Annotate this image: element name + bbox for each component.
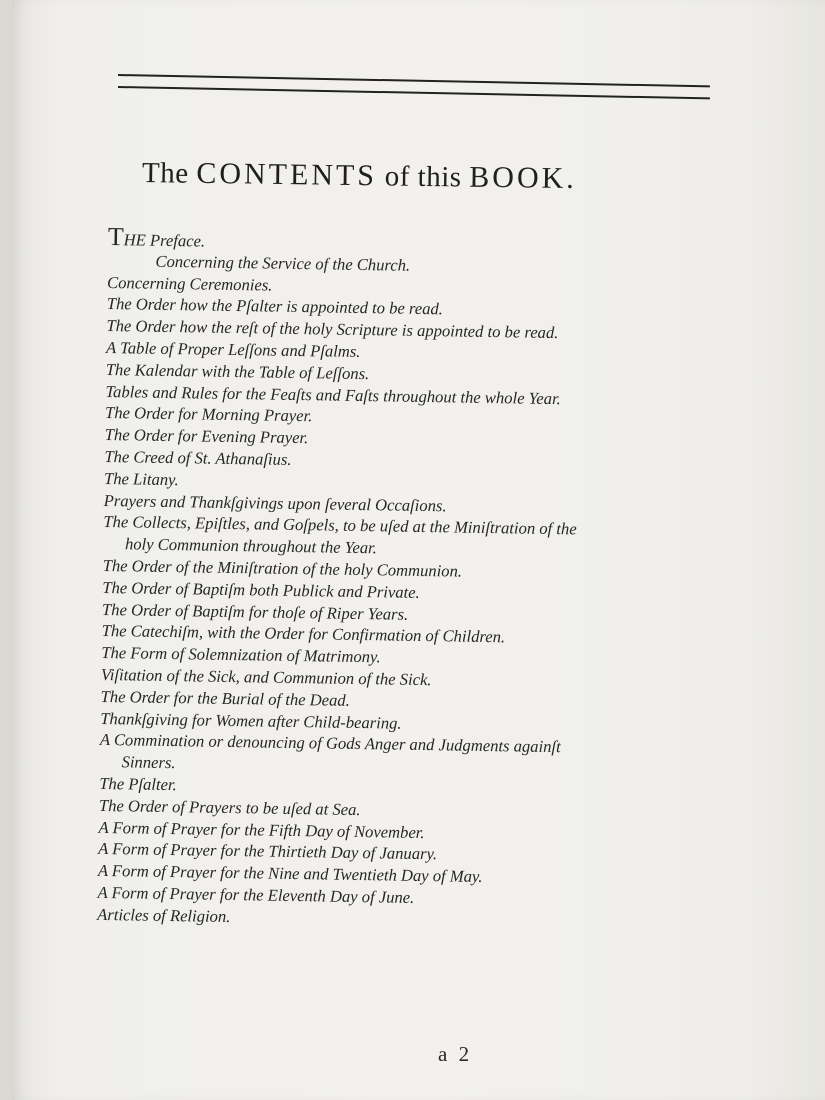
book-page (12, 0, 825, 1100)
list-item: The Order of Prayers to be uſed at Sea. (98, 795, 361, 819)
signature-mark: a 2 (438, 1042, 473, 1066)
list-item: The Order for Morning Prayer. (104, 403, 313, 426)
double-rule-top-line (118, 74, 710, 87)
list-item: The Order for Evening Prayer. (104, 425, 309, 448)
list-item: The Order of Baptiſm both Publick and Private. (102, 577, 420, 602)
list-item-continuation: Sinners. (121, 752, 176, 773)
list-item: Concerning Ceremonies. (107, 272, 273, 295)
list-item: The Catechiſm, with the Order for Confirmation of Children. (101, 621, 506, 647)
list-item: The Collects, Epiſtles, and Goſpels, to be uſed at the Miniſtration of the (103, 512, 577, 539)
list-item: The Litany. (103, 468, 179, 489)
list-item: The Creed of St. Athanaſius. (104, 446, 292, 469)
list-item: Viſitation of the Sick, and Communion of the Sick. (100, 664, 432, 690)
list-item-preface: THE Preface. (107, 222, 206, 252)
list-item: The Order of the Miniſtration of the holy Communion. (102, 555, 463, 581)
list-item: Concerning the Service of the Church. (155, 251, 411, 275)
list-item: A Table of Proper Leſſons and Pſalms. (105, 337, 361, 361)
list-item: The Order for the Burial of the Dead. (100, 686, 350, 710)
list-item: Articles of Religion. (97, 904, 231, 926)
list-item: A Form of Prayer for the Thirtieth Day of January. (98, 839, 438, 864)
list-item: The Pſalter. (99, 773, 177, 795)
list-item: The Order of Baptiſm for thoſe of Riper Years. (101, 599, 409, 624)
list-item: The Order how the Pſalter is appointed to be read. (106, 294, 444, 319)
page-title: The CONTENTS of this BOOK. (141, 156, 578, 196)
list-item: A Form of Prayer for the Nine and Twentieth Day of May. (97, 861, 483, 887)
contents-list (97, 222, 718, 935)
list-item: Prayers and Thankſgivings upon ſeveral Occaſions. (103, 490, 447, 515)
list-item: A Form of Prayer for the Eleventh Day of June. (97, 882, 415, 907)
list-item: The Order how the reſt of the holy Scripture is appointed to be read. (106, 316, 559, 343)
list-item: A Commination or denouncing of Gods Anger and Judgments againſt (99, 730, 561, 757)
list-item: Thankſgiving for Women after Child-bearing. (100, 708, 402, 733)
list-item: Tables and Rules for the Feaſts and Faſts throughout the whole Year. (105, 381, 561, 408)
list-item: The Kalendar with the Table of Leſſons. (105, 359, 370, 383)
list-item-continuation: holy Communion throughout the Year. (124, 534, 378, 558)
list-item: A Form of Prayer for the Fifth Day of November. (98, 817, 425, 842)
double-rule-bottom-line (118, 86, 710, 99)
drop-cap: T (107, 222, 124, 252)
list-item: The Form of Solemnization of Matrimony. (101, 643, 381, 667)
